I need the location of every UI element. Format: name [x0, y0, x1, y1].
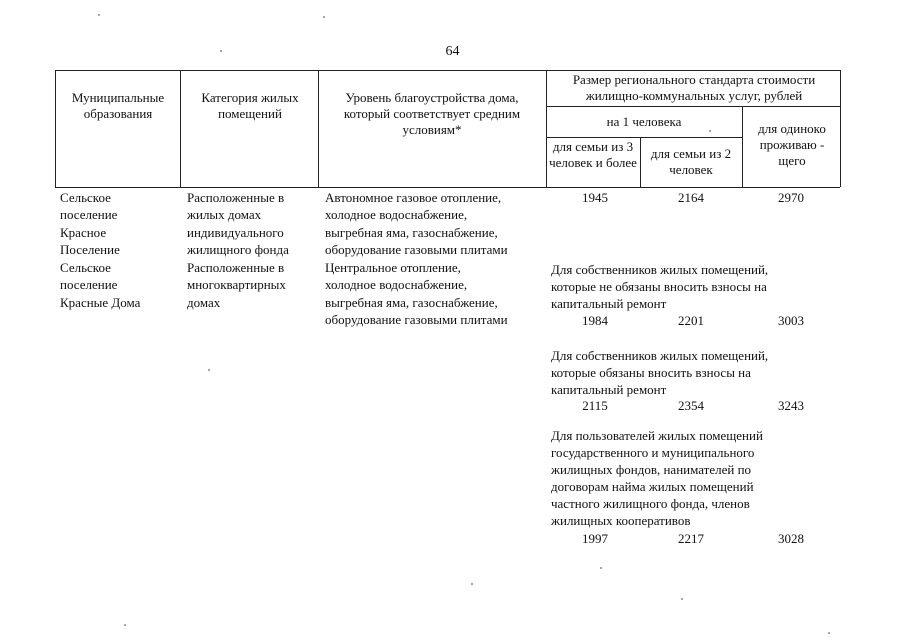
level-line: выгребная яма, газоснабжение, — [325, 225, 498, 240]
level-line: оборудование газовыми плитами — [325, 242, 508, 257]
header-level: Уровень благоустройства дома, который соответствует средним условиям* — [343, 90, 521, 137]
group-title-line: государственного и муниципального — [551, 445, 755, 460]
value-family2: 2201 — [678, 313, 704, 328]
value-family3: 1997 — [582, 531, 608, 546]
group-title-line: частного жилищного фонда, членов — [551, 496, 750, 511]
group-title-line: договорам найма жилых помещений — [551, 479, 754, 494]
category-line: Расположенные в — [187, 260, 285, 275]
municipality-line: Поселение — [60, 242, 120, 257]
group-title-line: Для собственников жилых помещений, — [551, 262, 769, 277]
header-municipality: Муниципальные образования — [71, 90, 165, 121]
group-title-line: которые не обязаны вносить взносы на — [551, 279, 767, 294]
municipality-line: Красное — [60, 225, 107, 240]
category-line: жилых домах — [187, 207, 262, 222]
group-title-line: жилищных кооперативов — [551, 513, 691, 528]
header-single: для одиноко проживаю - щего — [758, 121, 826, 168]
municipality-line: поселение — [60, 277, 118, 292]
value-family3: 1945 — [582, 190, 608, 205]
group-title-line: капитальный ремонт — [551, 296, 667, 311]
level-line: холодное водоснабжение, — [325, 207, 468, 222]
level-line: Автономное газовое отопление, — [325, 190, 502, 205]
value-single: 3003 — [778, 313, 804, 328]
header-standard: Размер регионального стандарта стоимости жилищно-коммунальных услуг, рублей — [572, 72, 816, 103]
group-title-line: капитальный ремонт — [551, 382, 667, 397]
category-line: индивидуального — [187, 225, 284, 240]
value-single: 3028 — [778, 531, 804, 546]
value-family3: 2115 — [582, 398, 608, 413]
header-per-person: на 1 человека — [606, 114, 682, 129]
municipality-line: Сельское — [60, 260, 111, 275]
group-title-line: жилищных фондов, нанимателей по — [551, 462, 752, 477]
level-line: холодное водоснабжение, — [325, 277, 468, 292]
level-line: выгребная яма, газоснабжение, — [325, 295, 498, 310]
header-family2: для семьи из 2 человек — [650, 146, 732, 177]
category-line: многоквартирных — [187, 277, 286, 292]
value-single: 3243 — [778, 398, 804, 413]
header-family3: для семьи из 3 человек и более — [549, 139, 637, 170]
group-title-line: которые обязаны вносить взносы на — [551, 365, 751, 380]
value-family2: 2164 — [678, 190, 704, 205]
value-single: 2970 — [778, 190, 804, 205]
group-title-line: Для пользователей жилых помещений — [551, 428, 763, 443]
header-category: Категория жилых помещений — [201, 90, 299, 121]
category-line: жилищного фонда — [187, 242, 289, 257]
value-family2: 2354 — [678, 398, 704, 413]
category-line: Расположенные в — [187, 190, 285, 205]
page-number: 64 — [445, 44, 460, 59]
group-title-line: Для собственников жилых помещений, — [551, 348, 769, 363]
level-line: оборудование газовыми плитами — [325, 312, 508, 327]
value-family2: 2217 — [678, 531, 704, 546]
municipality-line: Красные Дома — [60, 295, 141, 310]
municipality-line: Сельское — [60, 190, 111, 205]
value-family3: 1984 — [582, 313, 608, 328]
municipality-line: поселение — [60, 207, 118, 222]
level-line: Центральное отопление, — [325, 260, 461, 275]
category-line: домах — [187, 295, 221, 310]
